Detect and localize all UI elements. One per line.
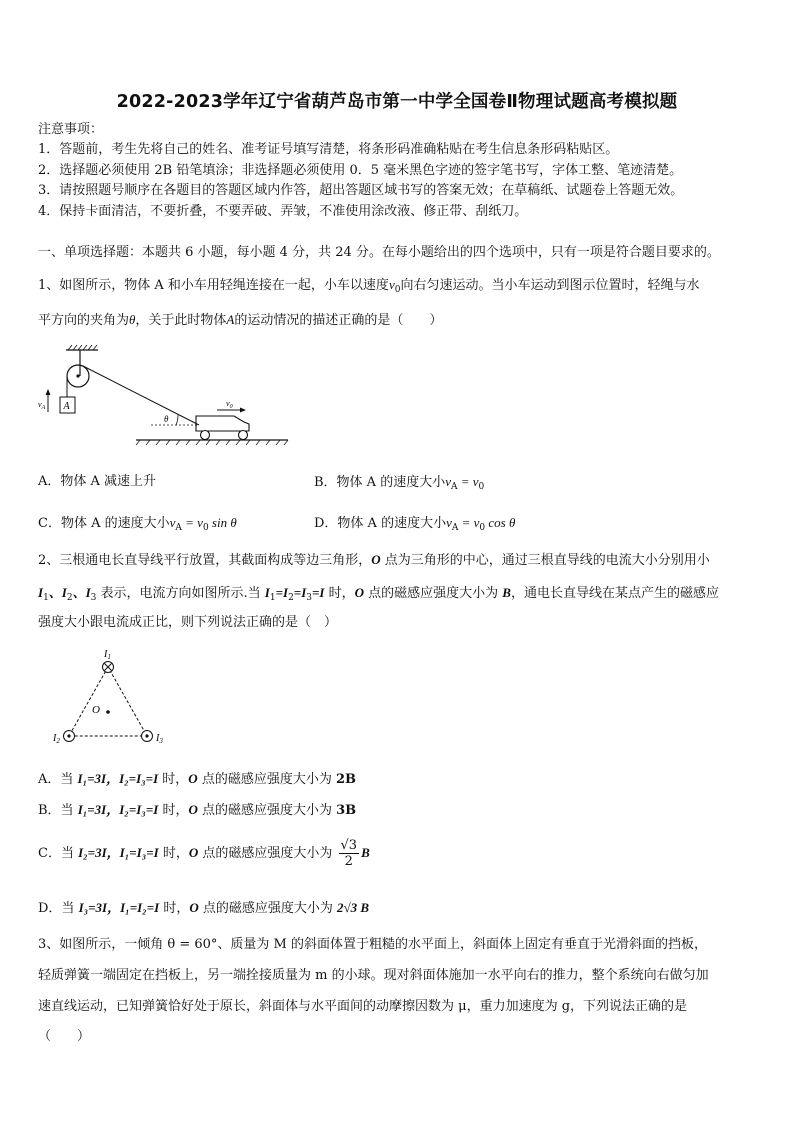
- svg-text:vA: $v_A$: [38, 400, 46, 411]
- q2-line-2: $I_1$、$I_2$、$I_3$ 表示，电流方向如图所示.当 $I_1=I_2=I_3=I$ 时，O 点的磁感应强度大小为 B，通电长直导线在某点产生的磁感应: [38, 585, 719, 603]
- q2-option-c: C．当 I₂=3I，I₁=I₃=I 时，O 点的磁感应强度大小为 $\frac{√3}{2}$ B: [38, 838, 370, 869]
- q2-option-b: B．当 I₁=3I，I₂=I₃=I 时，O 点的磁感应强度大小为 3B: [38, 802, 357, 818]
- q2-line-3: 强度大小跟电流成正比，则下列说法正确的是（ ）: [38, 615, 338, 630]
- page-title: 2022-2023学年辽宁省葫芦岛市第一中学全国卷Ⅱ物理试题高考模拟题: [116, 92, 678, 112]
- q2-figure: [48, 645, 178, 750]
- notice-item-4: 4．保持卡面清洁，不要折叠，不要弄破、弄皱，不准使用涂改液、修正带、刮纸刀。: [38, 204, 528, 219]
- q1-option-c: C．物体 A 的速度大小$v_A = v_0$ sin θ: [38, 515, 237, 533]
- q3-line-3: 速直线运动，已知弹簧恰好处于原长，斜面体与水平面间的动摩擦因数为 μ，重力加速度为 g，下列说法正确的是: [38, 999, 688, 1014]
- q2-line-1: 2、三根通电长直导线平行放置，其截面构成等边三角形，O 点为三角形的中心，通过三根直导线的电流大小分别用小: [38, 552, 710, 568]
- svg-text:θ: θ: [164, 414, 169, 424]
- notice-item-1: 1．答题前，考生先将自己的姓名、准考证号填写清楚，将条形码准确粘贴在考生信息条形码粘贴区。: [38, 142, 619, 157]
- cart: [196, 416, 249, 431]
- q3-line-4: （ ）: [38, 1029, 91, 1044]
- notice-heading: 注意事项：: [38, 122, 104, 137]
- q2-option-a: A．当 I₁=3I，I₂=I₃=I 时，O 点的磁感应强度大小为 2B: [38, 771, 356, 787]
- q2-option-d: D．当 I₃=3I，I₁=I₂=I 时，O 点的磁感应强度大小为 2√3 B: [38, 900, 370, 916]
- svg-text:I2: $I_2$: [53, 733, 60, 745]
- q1-option-b: B．物体 A 的速度大小$v_A = v_0$: [314, 474, 485, 492]
- fraction: $\frac{√3}{2}$: [340, 838, 358, 869]
- rope: [83, 366, 199, 425]
- q1-option-d: D．物体 A 的速度大小$v_A = v_0$ cos θ: [314, 515, 516, 533]
- section-heading: 一、单项选择题：本题共 6 小题，每小题 4 分，共 24 分。在每小题给出的四个选项中，只有一项是符合题目要求的。: [38, 245, 720, 260]
- svg-text:A: A: [63, 401, 70, 412]
- svg-text:O: O: [92, 704, 100, 716]
- q1-line-2: 平方向的夹角为θ，关于此时物体A的运动情况的描述正确的是（ ）: [38, 312, 443, 328]
- center-point: [106, 710, 110, 714]
- q1-option-a: A．物体 A 减速上升: [38, 474, 157, 489]
- notice-item-2: 2．选择题必须使用 2B 铅笔填涂；非选择题必须使用 0．5 毫米黑色字迹的签字笔书写，字体工整、笔迹清楚。: [38, 163, 683, 178]
- q3-line-1: 3、如图所示，一倾角 θ = 60°、质量为 M 的斜面体置于粗糙的水平面上，斜面体上固定有垂直于光滑斜面的挡板，: [38, 937, 708, 952]
- triangle: [69, 667, 147, 736]
- svg-text:I3: $I_3$: [156, 733, 163, 745]
- svg-text:I1: $I_1$: [104, 649, 111, 661]
- notice-item-3: 3．请按照题号顺序在各题目的答题区域内作答，超出答题区域书写的答案无效；在草稿纸、试题卷上答题无效。: [38, 183, 684, 198]
- q1-figure: [36, 340, 296, 450]
- q1-line-1: 1、如图所示，物体 A 和小车用轻绳连接在一起，小车以速度$v_0$向右匀速运动。当小车运动到图示位置时，轻绳与水: [38, 277, 700, 295]
- q3-line-2: 轻质弹簧一端固定在挡板上，另一端拴接质量为 m 的小球。现对斜面体施加一水平向右的推力，整个系统向右做匀加: [38, 968, 709, 983]
- svg-text:v0: $v_0$: [226, 399, 233, 410]
